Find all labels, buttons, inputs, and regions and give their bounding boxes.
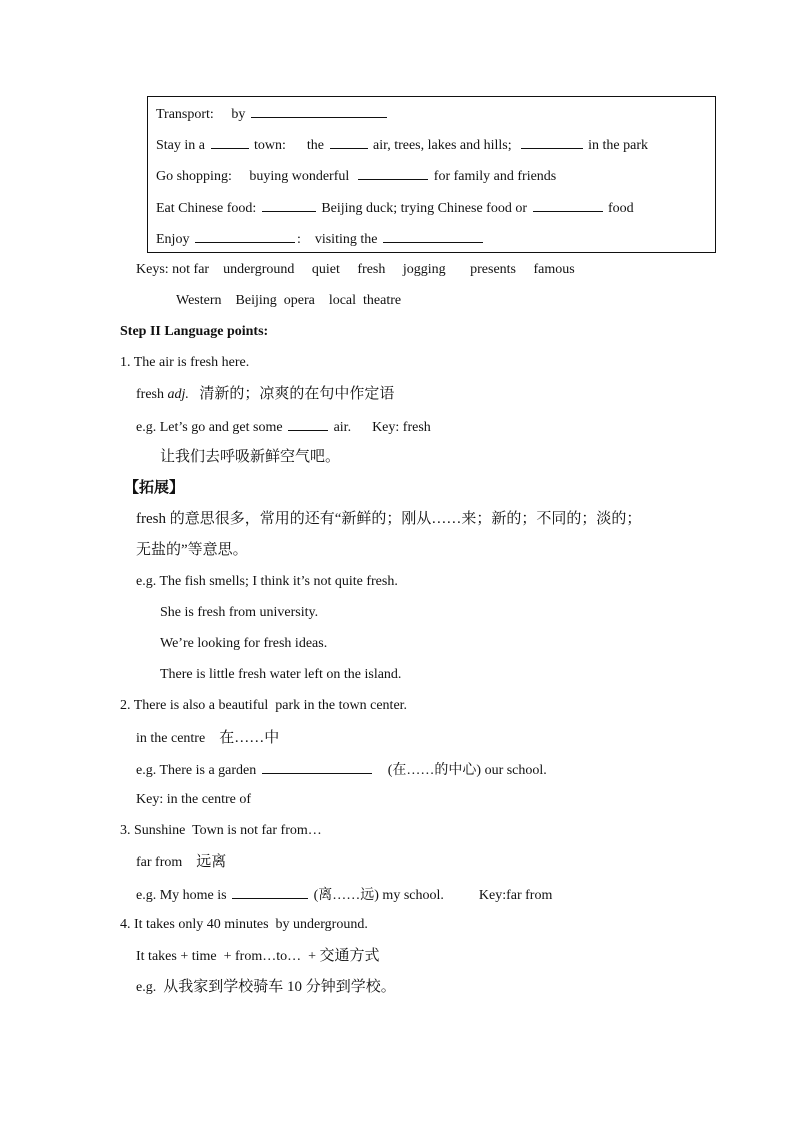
point-1-definition: fresh adj. 清新的；凉爽的在句中作定语 — [136, 386, 395, 402]
extension-text-2: 无盐的”等意思。 — [136, 542, 248, 558]
point-1-example-cn: 让我们去呼吸新鲜空气吧。 — [160, 449, 341, 465]
answer-blank[interactable] — [521, 135, 583, 149]
answer-blank[interactable] — [232, 885, 308, 899]
table-row-enjoy: Enjoy : visiting the — [156, 229, 485, 247]
table-row-stay: Stay in a town: the air, trees, lakes and hills; in the park — [156, 135, 648, 153]
table-row-food: Eat Chinese food: Beijing duck; trying Chinese food or food — [156, 198, 634, 216]
answer-blank[interactable] — [330, 135, 368, 149]
point-2-phrase: in the centre 在……中 — [136, 730, 280, 746]
point-4-pattern: It takes + time + from…to… + 交通方式 — [136, 948, 380, 964]
point-1-title: 1. The air is fresh here. — [120, 355, 250, 370]
point-4-title: 4. It takes only 40 minutes by underground. — [120, 917, 368, 932]
answer-blank[interactable] — [251, 104, 387, 118]
answer-blank[interactable] — [211, 135, 249, 149]
point-3-title: 3. Sunshine Town is not far from… — [120, 823, 322, 838]
extension-example: e.g. The fish smells; I think it’s not quite fresh. — [136, 574, 398, 589]
extension-label: 【拓展】 — [124, 480, 185, 496]
answer-blank[interactable] — [358, 166, 428, 180]
answer-blank[interactable] — [195, 229, 295, 243]
point-2-key: Key: in the centre of — [136, 792, 252, 807]
extension-text: fresh 的意思很多，常用的还有“新鲜的；刚从……来；新的；不同的；淡的； — [136, 511, 642, 527]
answer-blank[interactable] — [383, 229, 483, 243]
table-row-shopping: Go shopping: buying wonderful for family and friends — [156, 166, 556, 184]
answer-blank[interactable] — [533, 198, 603, 212]
section-heading: Step II Language points: — [120, 324, 269, 339]
extension-example: There is little fresh water left on the island. — [160, 667, 402, 682]
point-4-example: e.g. 从我家到学校骑车 10 分钟到学校。 — [136, 979, 396, 995]
answer-blank[interactable] — [262, 760, 372, 774]
keys-line-2: Western Beijing opera local theatre — [176, 293, 402, 308]
answer-blank[interactable] — [288, 417, 328, 431]
point-3-example: e.g. My home is (离……远) my school. Key:far from — [136, 885, 552, 903]
extension-example: We’re looking for fresh ideas. — [160, 636, 328, 651]
point-2-title: 2. There is also a beautiful park in the town center. — [120, 698, 408, 713]
point-2-example: e.g. There is a garden (在……的中心) our school. — [136, 760, 547, 778]
extension-example: She is fresh from university. — [160, 605, 319, 620]
table-row-transport: Transport: by — [156, 104, 389, 122]
answer-blank[interactable] — [262, 198, 316, 212]
point-1-example: e.g. Let’s go and get some air. Key: fresh — [136, 417, 431, 435]
keys-line: Keys: not far underground quiet fresh jogging presents famous — [136, 262, 575, 277]
point-3-phrase: far from 远离 — [136, 854, 227, 870]
